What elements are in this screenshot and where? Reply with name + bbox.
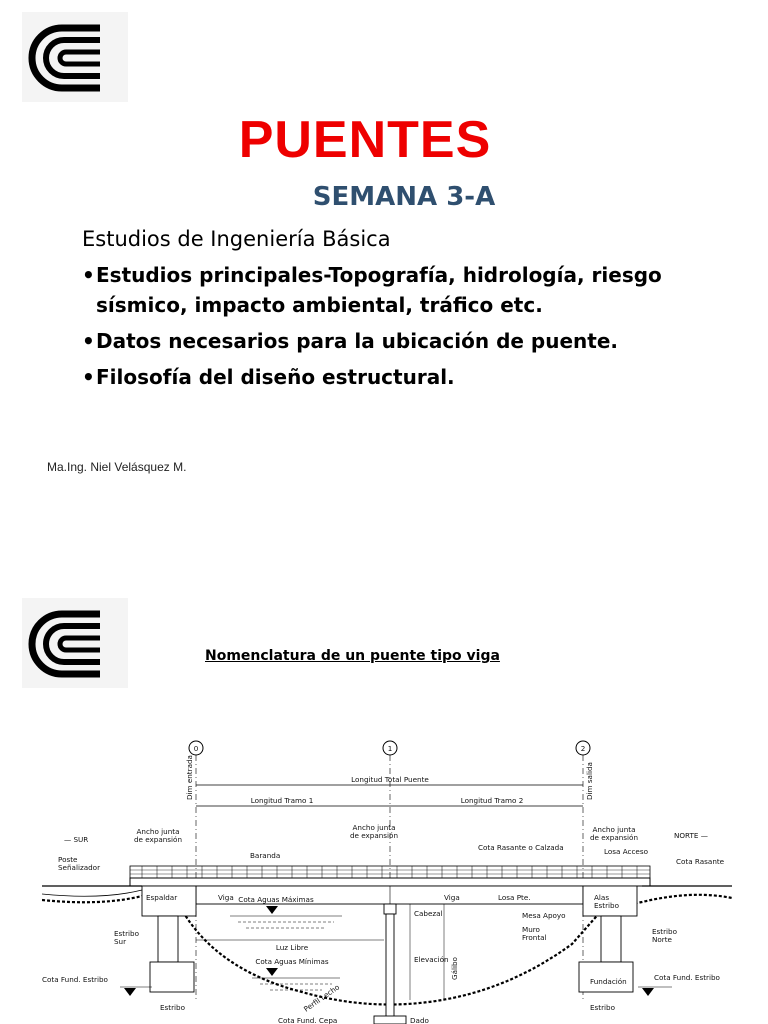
- mesa-apoyo-label: Mesa Apoyo: [522, 911, 566, 920]
- bullet-item: [82, 362, 742, 392]
- expansion-label-center: de expansión: [349, 831, 399, 840]
- axis-1-label: 1: [387, 744, 393, 753]
- baranda-label: Baranda: [250, 851, 281, 860]
- bullet-item: [82, 326, 742, 356]
- viga-label-right: Viga: [444, 893, 460, 902]
- expansion-label-right: de expansión: [589, 833, 639, 842]
- diagram-title: Nomenclatura de un puente tipo viga: [205, 648, 500, 664]
- logo-emblem-icon: [22, 598, 128, 688]
- frontal-label: Frontal: [522, 933, 547, 942]
- cota-rasante-calzada-label: Cota Rasante o Calzada: [478, 843, 564, 852]
- perfil-lecho-label: Perfil Lecho: [301, 982, 342, 1014]
- galibo-label: Gálibo: [450, 957, 459, 980]
- losa-pte-label: Losa Pte.: [498, 893, 531, 902]
- bridge-diagram: [42, 730, 732, 1024]
- slide-title: PUENTES: [238, 111, 492, 169]
- bullet-text: Datos necesarios para la ubicación de puente.: [96, 329, 619, 353]
- estribo-sur-label: Estribo: [114, 929, 140, 938]
- bridge-superstructure: [130, 866, 650, 904]
- sur-direction-label: — SUR: [64, 835, 89, 844]
- bullet-item: [82, 260, 742, 320]
- luz-libre-label: Luz Libre: [275, 943, 309, 952]
- viga-label-left: Viga: [218, 893, 234, 902]
- bullet-dot: •: [82, 365, 95, 389]
- institution-logo: [22, 12, 128, 102]
- tramo-2-label: Longitud Tramo 2: [460, 796, 524, 805]
- slide-subtitle: SEMANA 3-A: [312, 182, 496, 212]
- tramo-1-label: Longitud Tramo 1: [250, 796, 314, 805]
- bullet-dot: •: [82, 263, 95, 287]
- junta-label-right: Ancho junta: [592, 825, 636, 834]
- bullet-text: Filosofía del diseño estructural.: [96, 365, 455, 389]
- cabezal-label: Cabezal: [414, 909, 443, 918]
- water-levels: [196, 904, 444, 1000]
- dim-salida-label: Dim salida: [585, 762, 594, 800]
- poste-label: Poste: [58, 855, 78, 864]
- norte-direction-label: NORTE —: [674, 831, 708, 840]
- institution-logo: [22, 598, 128, 688]
- dado-label: Dado: [410, 1016, 429, 1024]
- sur-word-label: Sur: [114, 937, 127, 946]
- estribo-norte-label: Estribo: [652, 927, 678, 936]
- longitud-total-label: Longitud Total Puente: [351, 775, 429, 784]
- cota-aguas-minimas-label: Cota Aguas Mínimas: [255, 957, 329, 966]
- cota-fund-cepa-label: Cota Fund. Cepa: [278, 1016, 338, 1024]
- intro-heading: Estudios de Ingeniería Básica: [82, 227, 391, 251]
- norte-word-label: Norte: [652, 935, 672, 944]
- cota-aguas-maximas-label: Cota Aguas Máximas: [238, 895, 314, 904]
- muro-label: Muro: [522, 925, 540, 934]
- estribo-label-alas: Estribo: [594, 901, 620, 910]
- fundacion-label: Fundación: [590, 977, 627, 986]
- bullet-dot: •: [82, 329, 95, 353]
- axis-0-label: 0: [193, 744, 199, 753]
- bullet-list: [82, 260, 742, 398]
- bullet-text: Estudios principales-Topografía, hidrología, riesgo sísmico, impacto ambiental, tráfico etc.: [96, 263, 662, 317]
- estribo-bottom-right-label: Estribo: [590, 1003, 616, 1012]
- cota-fund-estribo-right-label: Cota Fund. Estribo: [654, 973, 720, 982]
- axis-2-label: 2: [580, 744, 586, 753]
- alas-label: Alas: [594, 893, 610, 902]
- expansion-label-left: de expansión: [133, 835, 183, 844]
- slide-2: [0, 590, 768, 1024]
- junta-label-center: Ancho junta: [352, 823, 396, 832]
- junta-label-left: Ancho junta: [136, 827, 180, 836]
- losa-acceso-label: Losa Acceso: [604, 847, 648, 856]
- estribo-bottom-left-label: Estribo: [160, 1003, 186, 1012]
- author-credit: Ma.Ing. Niel Velásquez M.: [47, 460, 187, 474]
- senalizador-label: Señalizador: [58, 863, 101, 872]
- cota-fund-estribo-left-label: Cota Fund. Estribo: [42, 975, 108, 984]
- elevacion-label: Elevación: [414, 955, 449, 964]
- dim-entrada-label: Dim entrada: [185, 755, 194, 800]
- espaldar-label: Espaldar: [146, 893, 178, 902]
- logo-emblem-icon: [22, 12, 128, 102]
- central-pier: [374, 904, 406, 1024]
- cota-rasante-label: Cota Rasante: [676, 857, 725, 866]
